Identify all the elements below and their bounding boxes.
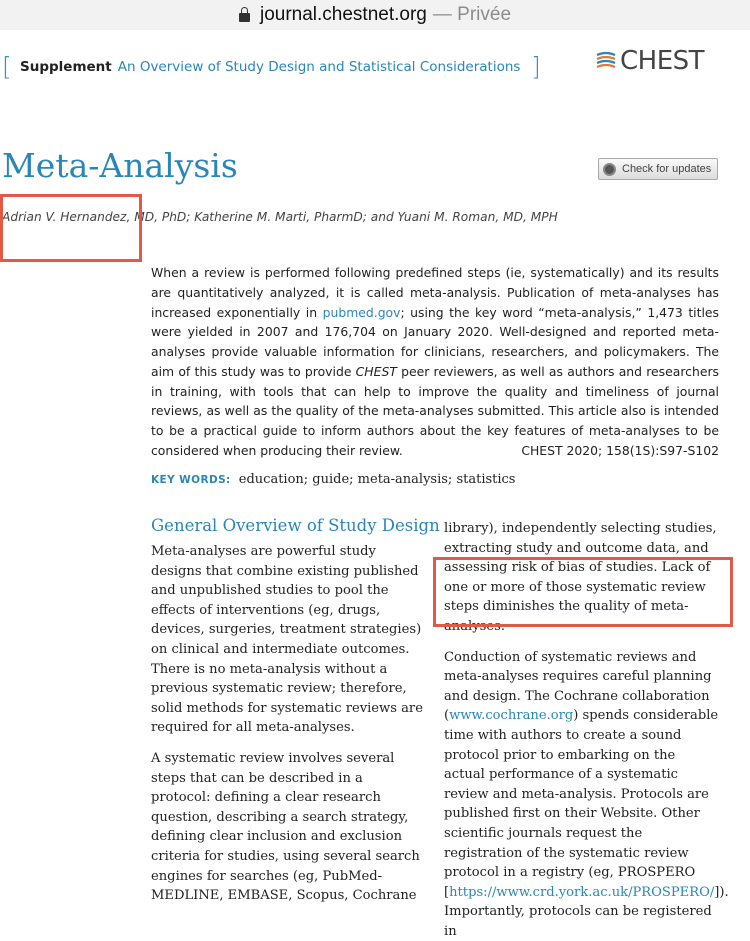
check-updates-button[interactable]	[598, 158, 718, 180]
supplement-label: Supplement	[20, 59, 112, 75]
keywords-label: KEY WORDS:	[151, 474, 231, 486]
keywords-list: education; guide; meta-analysis; statistics	[238, 472, 516, 487]
left-column	[151, 542, 426, 906]
bracket-close: ]	[531, 52, 541, 81]
supplement-title-link[interactable]: An Overview of Study Design and Statistical Considerations	[117, 59, 521, 75]
lock-icon	[239, 13, 250, 22]
chest-logo-icon	[595, 50, 617, 72]
section-heading: General Overview of Study Design	[151, 516, 440, 535]
chest-logo[interactable]	[595, 46, 704, 76]
author-highlight-box	[0, 194, 142, 262]
updates-icon	[603, 163, 616, 176]
paragraph: library), independently selecting studies, extracting study and outcome data, and assessing risk of bias of studies. Lack of one or more of those systematic review steps diminishes the quality of meta-analyses.	[444, 521, 717, 634]
private-mode-label: — Privée	[432, 4, 512, 25]
article-title: Meta-Analysis	[2, 146, 238, 185]
check-updates-label: Check for updates	[622, 163, 712, 175]
text-highlight-box	[433, 557, 733, 627]
chest-logo-text: CHEST	[620, 46, 705, 76]
url-text: journal.chestnet.org	[259, 4, 427, 25]
keywords	[151, 472, 515, 487]
prospero-link[interactable]: https://www.crd.york.ac.uk/PROSPERO/	[449, 884, 715, 900]
bracket-open: [	[2, 52, 12, 81]
citation: CHEST 2020; 158(1S):S97-S102	[521, 442, 719, 458]
pubmed-link[interactable]: pubmed.gov	[322, 304, 401, 320]
supplement-banner[interactable]	[20, 59, 520, 75]
author-list: Adrian V. Hernandez, MD, PhD; Katherine M. Marti, PharmD; and Yuani M. Roman, MD, MPH	[2, 210, 558, 224]
paragraph: A systematic review involves several steps that can be described in a protocol: defining a clear research question, describing a search strategy, defining clear inclusion and exclusion criteria for studies, using several search engines for searches (eg, PubMed-MEDLINE, EMBASE, Scopus, Cochrane	[151, 750, 420, 904]
paragraph: Conduction of systematic reviews and meta-analyses requires careful planning and design. The Cochrane collaboration (www.cochrane.org) spends considerable time with authors to create a sound protocol prior to embarking on the actual performance of a systematic review and meta-analysis. Protocols are published first on their Website. Other scientific journals request the registration of the systematic review protocol in a registry (eg, PROSPERO [https://www.crd.york.ac.uk/PROSPERO/]). Importantly, protocols can be registered in	[444, 649, 729, 939]
abstract: When a review is performed following predefined steps (ie, systematically) and its results are quantitatively analyzed, it is called meta-analysis. Publication of meta-analyses has increased exponentially in pubmed.gov; using the key word “meta-analysis,” 1,473 titles were yielded in 2007 and 176,704 on January 2020. Well-designed and reported meta-analyses provide valuable information for clinicians, researchers, and policymakers. The aim of this study was to provide CHEST peer reviewers, as well as authors and researchers in training, with tools that can help to improve the quality and timeliness of journal reviews, as well as the quality of the meta-analyses submitted. This article also is intended to be a practical guide to inform authors about the key features of meta-analyses to be considered when producing their review. CHEST 2020; 158(1S):S97-S102	[151, 263, 719, 461]
paragraph: Meta-analyses are powerful study designs that combine existing published and unpublished studies to pool the effects of interventions (eg, drugs, devices, surgeries, treatment strategies) on clinical and intermediate outcomes. There is no meta-analysis without a previous systematic review; therefore, solid methods for systematic reviews are required for all meta-analyses.	[151, 544, 423, 736]
cochrane-link[interactable]: www.cochrane.org	[449, 708, 574, 724]
browser-url-bar[interactable]	[0, 0, 750, 30]
